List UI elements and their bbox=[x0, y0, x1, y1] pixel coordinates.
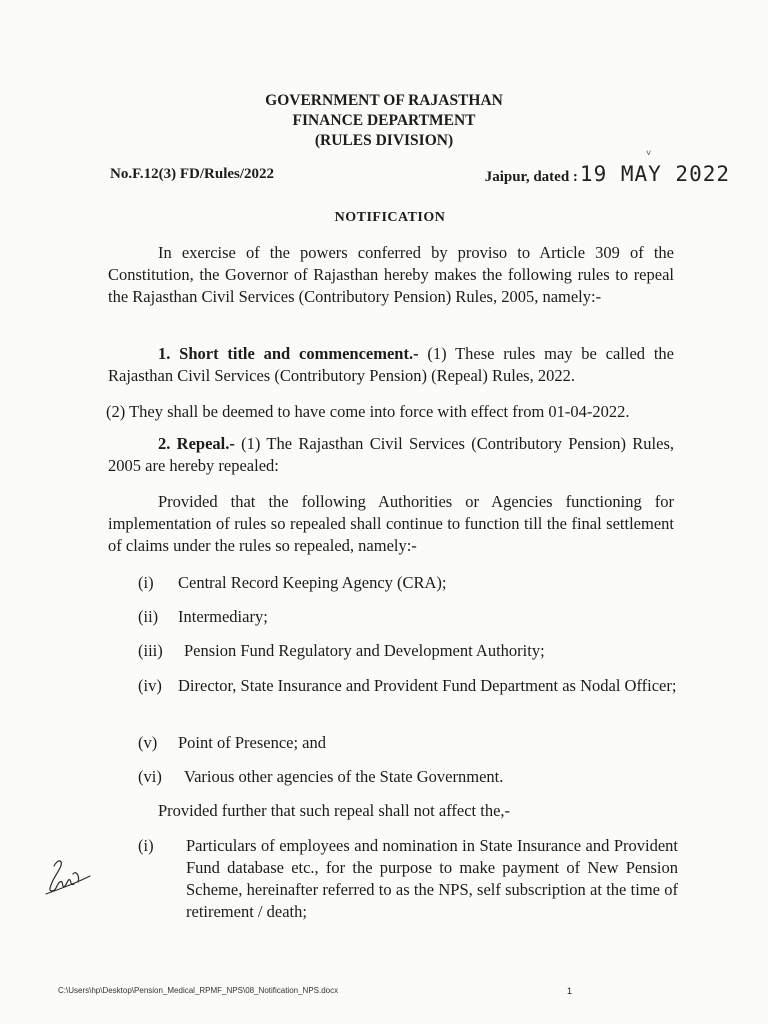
rule-2-text: (1) The Rajasthan Civil Services (Contributory Pension) Rules, 2005 are hereby repealed: bbox=[108, 434, 675, 475]
agency-text: Pension Fund Regulatory and Development Authority; bbox=[184, 641, 545, 660]
rule-2-heading: 2. Repeal.- bbox=[158, 434, 235, 453]
agency-number: (iv) bbox=[138, 676, 162, 695]
proviso-1-paragraph: Provided that the following Authorities or Agencies functioning for implementation of rules so repealed shall continue to function till the final settlement of claims under the rules so repealed, namely:- bbox=[108, 492, 674, 555]
reference-number: No.F.12(3) FD/Rules/2022 bbox=[110, 166, 275, 182]
saving-number: (i) bbox=[138, 836, 154, 855]
scan-mark: ˅ bbox=[646, 148, 652, 158]
agency-item bbox=[138, 732, 678, 754]
agency-number: (iii) bbox=[138, 641, 163, 660]
rule-1-text: (1) These rules may be called the Rajasthan Civil Services (Contributory Pension) (Repeal) Rules, 2022. bbox=[108, 344, 674, 385]
date-label: Jaipur, dated : bbox=[484, 169, 578, 185]
header-division: (RULES DIVISION) bbox=[314, 132, 454, 149]
agency-number: (vi) bbox=[138, 767, 162, 786]
proviso-2-paragraph: Provided further that such repeal shall not affect the,- bbox=[158, 801, 511, 820]
agency-number: (i) bbox=[138, 573, 154, 592]
header-department: FINANCE DEPARTMENT bbox=[292, 112, 476, 129]
agency-text: Various other agencies of the State Government. bbox=[184, 767, 504, 786]
reference-line bbox=[110, 162, 730, 188]
saving-item bbox=[138, 835, 678, 923]
rule-2-paragraph bbox=[108, 433, 674, 477]
rule-1-clause-2: (2) They shall be deemed to have come into force with effect from 01-04-2022. bbox=[106, 402, 630, 421]
reference-date bbox=[485, 162, 730, 186]
agency-item bbox=[138, 675, 678, 697]
agency-item bbox=[138, 640, 678, 662]
agency-item bbox=[138, 606, 678, 628]
agency-text: Central Record Keeping Agency (CRA); bbox=[178, 573, 447, 592]
rule-1-paragraph bbox=[108, 343, 674, 387]
agency-text: Point of Presence; and bbox=[178, 733, 327, 752]
agency-text: Director, State Insurance and Provident Fund Department as Nodal Officer; bbox=[178, 676, 677, 695]
agency-text: Intermediary; bbox=[178, 607, 268, 626]
rule-1-heading: 1. Short title and commencement.- bbox=[158, 344, 419, 363]
handwritten-initials bbox=[40, 856, 100, 900]
agency-number: (ii) bbox=[138, 607, 159, 626]
date-stamp: 19 MAY 2022 bbox=[579, 162, 730, 186]
agency-number: (v) bbox=[138, 733, 158, 752]
footer-file-path: C:\Users\hp\Desktop\Pension_Medical_RPMF_NPS\08_Notification_NPS.docx bbox=[58, 986, 339, 995]
agency-item bbox=[138, 766, 678, 788]
saving-text: Particulars of employees and nomination in State Insurance and Provident Fund database etc., for the purpose to make payment of New Pension Scheme, hereinafter referred to as the NPS, self subscription at the time of retirement / death; bbox=[186, 836, 678, 921]
intro-paragraph: In exercise of the powers conferred by proviso to Article 309 of the Constitution, the Governor of Rajasthan hereby makes the following rules to repeal the Rajasthan Civil Services (Contributory Pension) Rules, 2005, namely:- bbox=[108, 243, 674, 306]
notification-title: NOTIFICATION bbox=[334, 210, 446, 225]
footer-page-number: 1 bbox=[567, 986, 573, 996]
agency-item bbox=[138, 572, 678, 594]
header-government: GOVERNMENT OF RAJASTHAN bbox=[265, 92, 503, 109]
